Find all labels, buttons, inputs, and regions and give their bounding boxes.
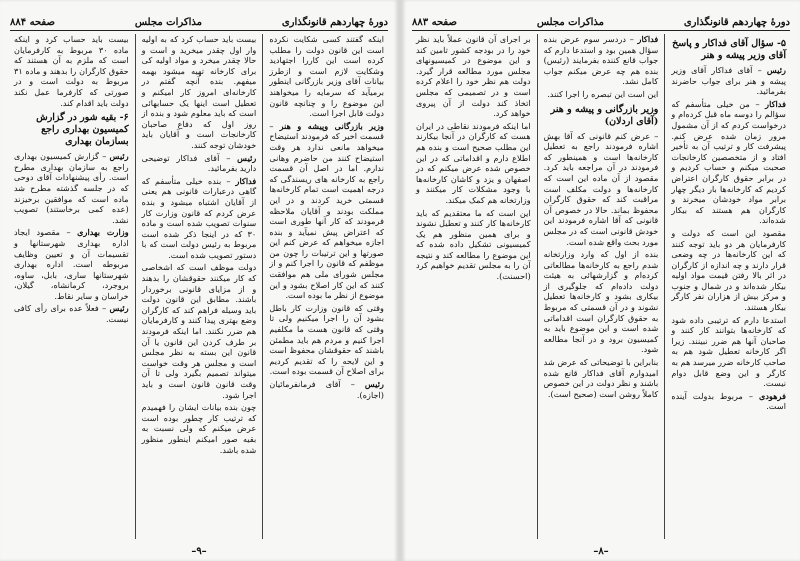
speaker-name: فداکار — [637, 34, 659, 44]
paragraph — [142, 176, 257, 261]
paragraph — [544, 131, 659, 248]
speaker-name: رئیس — [109, 151, 129, 162]
paragraph-text: وقتی که قانون وزارت کار باطل بشود آن را اجرا میکنیم ولی تا وقتی که قانون هست ما مکلفیم اجرا کنیم و مردم هم باید مطمئن باشند که حقوقشان محفوظ است و این لایحه را که تقدیم کردیم برای اصلاح آن قسمت بوده است. — [269, 302, 384, 377]
left-page-header — [10, 6, 388, 31]
left-page — [0, 0, 398, 561]
speaker-name: رئیس — [109, 303, 129, 314]
paragraph — [671, 99, 786, 226]
paragraph-text: استدعا دارم که ترتیبی داده شود که کارخانه‌ها بتوانند کار کنند و صاحبان آنها هم ضرر نبینند. زیرا اگر کارخانه تعطیل شود هم به صاحب کارخانه ضرر میرسد هم به کارگر و این وضع قابل دوام نیست. — [671, 314, 786, 389]
speaker-name: فرهودی — [758, 390, 786, 401]
paragraph-text: – دردسر سوم عرض بنده سؤال همین بود و استدعا دارم که جواب قانع کننده بفرمایند (رئیس) بنده هم چه عرض میکنم جواب کامل نشد. — [543, 34, 659, 87]
paragraph-text: بر اجرای آن قانون عملاً باید نظر خود را در بودجه کشور تامین کند و این موضوع در کمیسیونهای مجلس مورد مطالعه قرار گیرد. دولت هم نظر خود را اعلام کرده است و در تصمیمی که مجلس اتخاذ کند دولت از آن پیروی خواهد کرد. — [415, 34, 531, 119]
paragraph-text: این است این تبصره را اجرا کنند. — [547, 88, 659, 99]
paragraph — [269, 303, 384, 377]
speaker-name: رئیس — [237, 152, 257, 163]
right-header-page-number: صفحه ۸۸۳ — [412, 17, 457, 28]
paragraph — [416, 34, 531, 119]
paragraph-text: – آقای فداکار توضیحی دارید بفرمائید. — [141, 152, 257, 174]
paragraph — [544, 357, 659, 399]
speaker-name: وزارت بهداری — [77, 227, 129, 238]
paragraph-text: بیست باید حساب کرد که به اولیه وار اول چقدر میخرید و است و حالا چقدر میخرد و مواد اولیه کی برای کارخانه تهیه میشود بهمه میفهم. بنده آنچه گفتم در کارخانه‌ای امروز کار امیکنم و تعطیل است اینها یک حسابهائی است که باید معلوم شود و بنده از روز اول که دفاع صاحبان کارخانجات است و آقایان باید خودشان توجه کنند. — [141, 34, 257, 150]
right-page-columns — [412, 34, 790, 539]
right-col-2 — [540, 34, 663, 539]
paragraph — [14, 227, 129, 301]
right-col-3 — [412, 34, 535, 539]
paragraph-text: این است که ما معتقدیم که باید کارخانه‌ها کار کنند و تعطیل نشوند و برای همین منظور هم یک کمیسیونی تشکیل داده شده که این موضوع را مطالعه کند و نتیجه آن را به مجلس تقدیم خواهیم کرد (احسنت). — [415, 207, 531, 282]
paragraph — [671, 228, 786, 313]
left-col-2 — [138, 34, 261, 539]
paragraph-text: چون بنده بیانات ایشان را فهمیدم که ترتیب کار چطور بوده است عرض میکنم که ولی نسبت به بقیه صور امیکنم اینطور منظور شده باشد. — [141, 402, 257, 455]
paragraph-text: – بنده خیلی متأسفم که گاهی درعبارات قانونی هم یعنی از آقایان اشتباه میشود و بنده عرض کردم که قانون وزارت کار سنوات تصویب شده است و ماده ۳۰ که در اینجا ذکر شده است مربوط به رئیس دولت است که با دستور تصویب شده است. — [141, 175, 257, 260]
right-page-header — [412, 6, 790, 31]
left-col-3 — [10, 34, 133, 539]
paragraph — [671, 65, 786, 97]
paragraph — [14, 34, 129, 108]
paragraph — [671, 315, 786, 389]
paragraph-text: مقصود این است که دولت و کارفرمایان هر دو باید توجه کنند که این کارخانه‌ها در چه وضعی قرار دارند و چه اندازه از کارگران در اثر بالا رفتن قیمت مواد اولیه بیکار شده‌اند و در شمال و جنوب و مرکز بیش از هزاران نفر کارگر بیکار هستند. — [671, 227, 786, 313]
speaker-name: رئیس — [766, 65, 786, 75]
paragraph-text: – مقصود ایجاد اداره بهداری شهرستانها و تقسیمات آن و تعیین وظایف مربوطه است. اداره بهداری شهرستانها ساری، بابل، ساوه، بروجرد، کرمانشاه، گیلان، خراسان و سایر نقاط. — [13, 227, 129, 301]
paragraph — [14, 151, 129, 225]
paragraph — [142, 262, 257, 400]
left-page-columns — [10, 34, 388, 539]
paragraph-text: – فعلاً عده برای رأی کافی نیست. — [13, 303, 129, 325]
left-header-page-number: صفحه ۸۸۴ — [10, 17, 55, 28]
column-divider — [537, 34, 538, 539]
left-header-title: دورهٔ چهاردهم قانونگذاری — [281, 17, 388, 28]
speaker-name: رئیس — [364, 379, 384, 389]
paragraph — [142, 153, 257, 174]
section-heading: وزیر بازرگانی و پیشه و هنر (آقای اردلان) — [550, 103, 659, 127]
paragraph-text: بنابراین با توضیحاتی که عرض شد امیدوارم آقای فداکار قانع شده باشند و نظر دولت در این خصوص کاملاً روشن است (صحیح است). — [543, 357, 659, 399]
paragraph-text: اما اینکه فرمودند نقاطی در ایران هست که کارگران در آنجا بیکارند این مطلب صحیح است و بنده هم اطلاع دارم و اقداماتی که در این خصوص شده عرض میکنم که در اصفهان و یزد و کاشان کارخانه‌ها با وجود مشکلات کار میکنند و وزارتخانه هم کمک میکند. — [415, 120, 531, 205]
paragraph-text: – مربوط بدولت آینده است. — [671, 390, 786, 412]
paragraph-text: – گزارش کمیسیون بهداری راجع به سازمان بهداری مطرح است. رأی پیشنهادات آقای دوحی که در جلسه گذشته مطرح شد ماده است که موافقین برخیزند (عده کمی برخاستند) تصویب نشد. — [13, 151, 129, 225]
paragraph-text: – آقای فداکار آقای وزیر پیشه و هنر برای جواب حاضرند بفرمائید. — [671, 65, 786, 97]
paragraph — [544, 34, 659, 87]
paragraph-text: بنده از اول که وارد وزارتخانه شدم راجع به کارخانه‌ها مطالعاتی کرده‌ام و گزارشهائی به هیئت دولت داده‌ام که جلوگیری از بیکاری بشود و کارخانه‌ها تعطیل نشوند و در آن قسمتی که مربوط به حقوق کارگران است اقداماتی شده است و این موضوع باید به کمیسیون برود و در آنجا مطالعه شود. — [543, 249, 659, 355]
paragraph — [142, 34, 257, 151]
speaker-name: فداکار — [765, 98, 786, 109]
paragraph-text: – من خیلی متأسفم که سؤالم را دوسه ماه قبل کرده‌ام و درخواست کردم که از آن مشمول مرور زمان شده عرض کنم. پیشرفت کار و ترتیب آن به تأخیر افتاد و از متخصصین کارخانجات صحبت میکنم و حساب کردیم و در برابر حقوق کارگران اعتراض کردیم که کارخانه‌ها بار دیگر چهار برابر مواد خودشان میخرند و کارگران هم هستند که بیکار شده‌اند. — [671, 98, 786, 226]
right-page-footer: –۸– — [593, 546, 609, 557]
right-col-1 — [667, 34, 790, 539]
paragraph — [544, 89, 659, 100]
left-header-subtitle: مذاکرات مجلس — [134, 17, 203, 28]
paragraph-text: اینکه گفتند کسی شکایت نکرده است این قانون دولت را مطلب کرده است این کاررا اجتهادید وشکایت لازم است و ازطرز بیانات آقای وزیر بازرگانی اینطور برمیآید که سرمایه را میخواهند این موضوع را و چنانچه قانون دولت قابل اجرا است. — [269, 34, 384, 119]
paragraph — [14, 303, 129, 324]
paragraph — [142, 402, 257, 455]
paragraph — [269, 121, 384, 301]
right-page — [402, 0, 800, 561]
paragraph — [269, 379, 384, 400]
paragraph-text: بیست باید حساب کرد و اینکه ماده ۳۰ مربوط به کارفرمایان است که ملزم به آن هستند که حقوق کارگران را بدهند و ماده ۳۱ مربوط به دولت است و در صورتی که کارفرما عمل نکند دولت باید اقدام کند. — [13, 34, 129, 108]
right-header-title: دورهٔ چهاردهم قانونگذاری — [683, 17, 790, 28]
left-col-1 — [265, 34, 388, 539]
paragraph-text: – عرض کنم قانونی که آقا بهش اشاره فرمودند راجع به تعطیل کارخانه‌ها است و همینطور که فرمودند در آن مراجعه باید کرد. مقصود از آن ماده این است که کارخانه‌ها و دولت مکلف است مراقبت کند که حقوق کارگران محفوظ بماند. حالا در خصوص آن قانونی که آقا اشاره فرمودند این خودش قانونی است که در مجلس مورد بحث واقع شده است. — [543, 130, 659, 247]
speaker-name: فداکار — [235, 175, 257, 186]
paragraph-text: دولت موظف است که اشخاصی که کار میکنند حقوقشان را بدهند و از مزایای قانونی برخوردار باشند. مطابق این قانون دولت باید وسیله فراهم کند که کارگران وضع بهتری پیدا کنند و کارفرمایان هم ضرر نکنند. اما اینکه فرمودند بر طرف کردن این قانون یا آن قانون این بسته به نظر مجلس است و مجلس هر وقت خواست میتواند تصمیم بگیرد ولی تا آن وقت قانون قانون است و باید اجرا شود. — [141, 262, 257, 400]
right-header-subtitle: مذاکرات مجلس — [536, 17, 605, 28]
column-divider — [135, 34, 136, 539]
left-page-footer: –۹– — [191, 546, 207, 557]
column-divider — [262, 34, 263, 539]
paragraph-text: – قسمت اخیر که فرمودند استیضاح میخواهد مانعی ندارد هر وقت استیضاح کنند من حاضرم وهانی ندارم. اما در اصل آن قسمت راجع به کارخانه های ریسندگی که درجه اهمیت است تمام کارخانه‌ها قسمتی خرید کردند و در این مملکت بودند و آقایان ملاحظه فرمودند که کار آنها طوری است که اعتراض پیش نمیآید و بنده اجازه میخواهم که عرض کنم این صورتها و این ترتیبات را چون من موظفم که قانون را اجرا کنم و از مجلس شورای ملی هم موافقت کنند که این کار اصلاح بشود و این موضوع از نظر ما بوده است. — [269, 120, 384, 301]
column-divider — [664, 34, 665, 539]
speaker-name: وزیر بازرگانی وپیشه و هنر — [279, 120, 384, 131]
section-heading: ۶- بقیه شور در گزارش کمیسیون بهداری راجع بسازمان بهداری — [36, 112, 129, 148]
paragraph — [544, 249, 659, 355]
section-heading: ۵- سؤال آقای فداکار و پاسخ آقای وزیر پیشه و هنر — [672, 38, 786, 61]
paragraph — [416, 121, 531, 206]
paragraph — [416, 208, 531, 282]
paragraph — [269, 34, 384, 119]
paragraph — [671, 391, 786, 412]
paragraph-text: – آقای فرمانفرمائیان (اجازه). — [269, 379, 384, 400]
